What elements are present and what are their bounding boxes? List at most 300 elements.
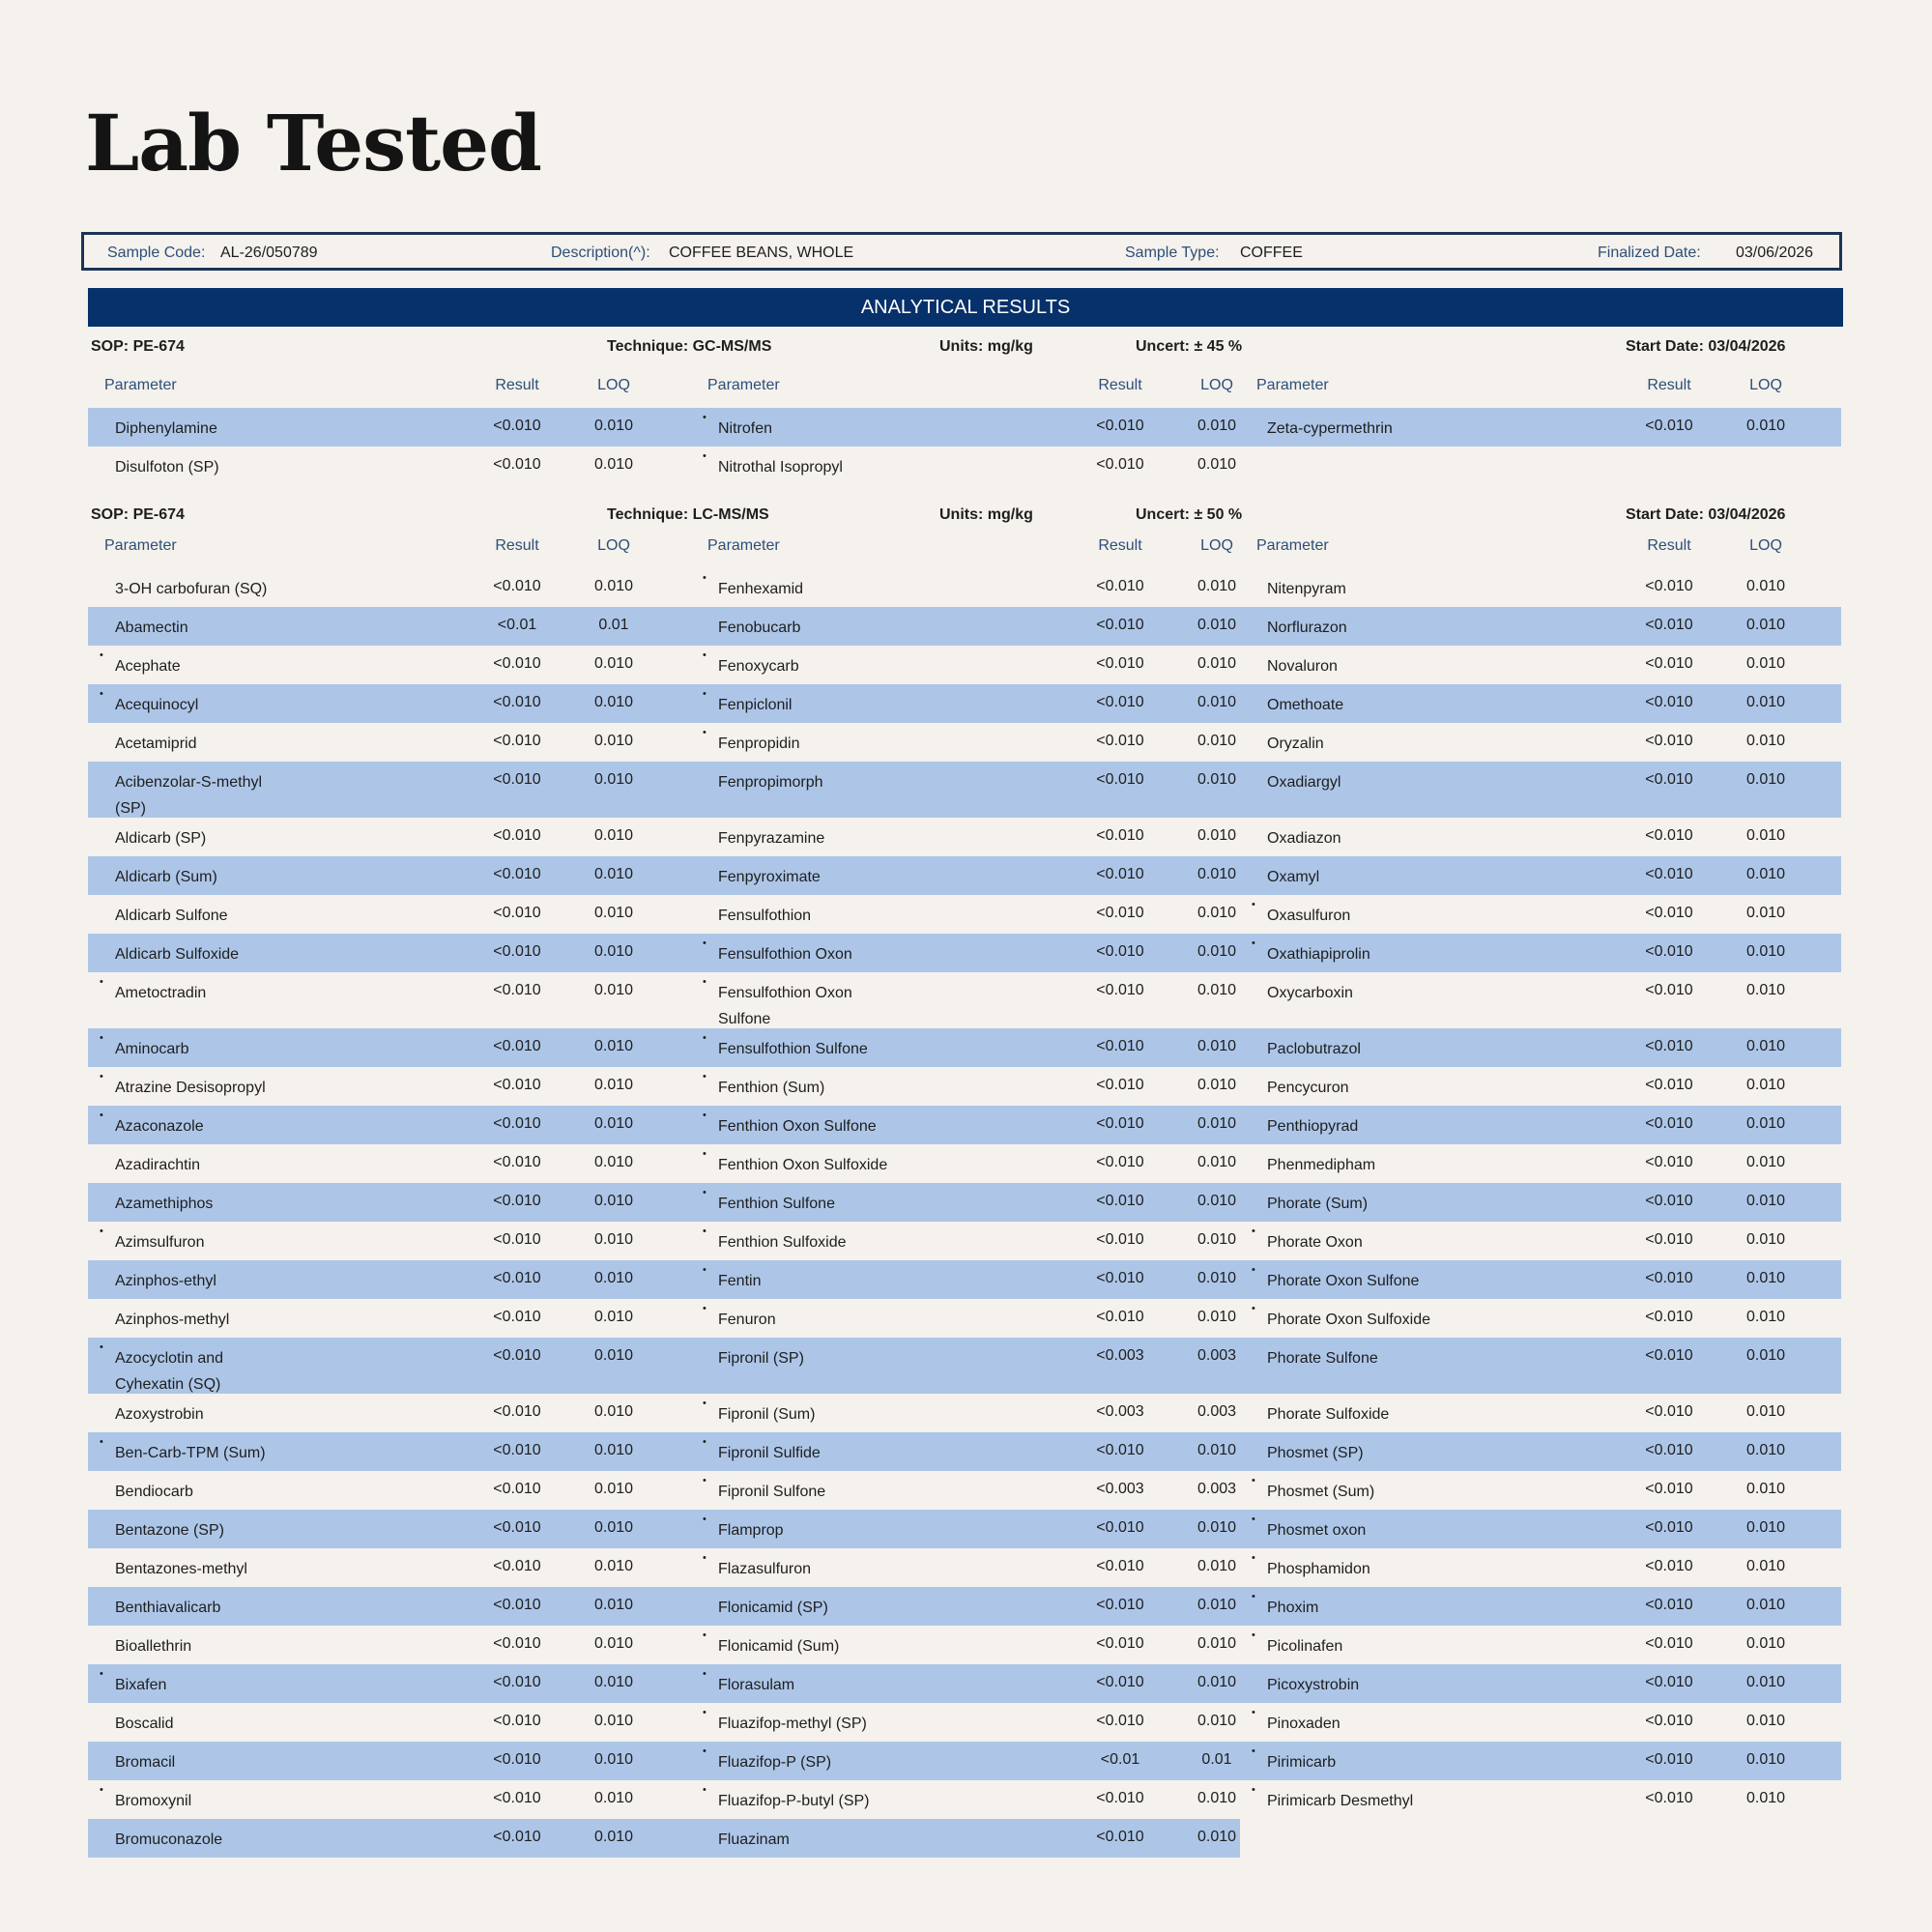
loq-value: 0.010 [593,1635,634,1652]
result-value: <0.010 [1096,1309,1144,1325]
result-value: <0.010 [1096,1519,1144,1536]
parameter-name: Zeta-cypermethrin [1267,420,1393,437]
table-row [1240,1183,1841,1222]
loq-value: 0.010 [1197,1519,1237,1536]
parameter-name: Phosmet (SP) [1267,1445,1364,1461]
column-header-loq: LOQ [1749,537,1782,554]
parameter-name: Oryzalin [1267,735,1324,752]
parameter-name: Phosphamidon [1267,1561,1370,1577]
loq-value: 0.010 [593,827,634,844]
table-row [1240,1664,1841,1703]
table-row [88,723,691,762]
table-row [691,1548,1240,1587]
loq-value: 0.010 [1197,943,1237,960]
parameter-name: Ametoctradin [115,985,207,1001]
result-value: <0.010 [493,418,541,434]
table-row [88,1260,691,1299]
table-row [1240,1548,1841,1587]
result-value: <0.003 [1096,1403,1144,1420]
result-value: <0.010 [1096,1829,1144,1845]
parameter-name: Fenpiclonil [718,697,793,713]
table-row [691,1260,1240,1299]
footnote-marker: • [703,1187,706,1198]
table-row [1240,1106,1841,1144]
table-row [691,1510,1240,1548]
result-value: <0.010 [1645,1519,1693,1536]
parameter-name: Aldicarb Sulfone [115,908,228,924]
footnote-marker: • [1252,1629,1255,1641]
sop-label: SOP: PE-674 [91,506,185,523]
table-row [88,1299,691,1338]
result-value: <0.010 [1096,1193,1144,1209]
result-value: <0.010 [1645,1597,1693,1613]
loq-value: 0.010 [1197,733,1237,749]
parameter-name: Fenthion Oxon Sulfone [718,1118,877,1135]
loq-value: 0.010 [593,905,634,921]
parameter-name: Oxycarboxin [1267,985,1353,1001]
table-row [88,1548,691,1587]
technique-label: Technique: LC-MS/MS [607,506,769,523]
table-row [1240,723,1841,762]
loq-value: 0.010 [1745,578,1786,594]
result-value: <0.010 [493,771,541,788]
loq-value: 0.010 [1745,943,1786,960]
parameter-name: Acibenzolar-S-methyl (SP) [115,774,263,817]
parameter-name: Penthiopyrad [1267,1118,1359,1135]
result-value: <0.010 [1096,982,1144,998]
loq-value: 0.010 [593,694,634,710]
result-value: <0.010 [1096,1597,1144,1613]
result-value: <0.010 [493,1829,541,1845]
result-value: <0.010 [1096,578,1144,594]
sample-code-label: Sample Code: [107,245,206,261]
parameter-name: Fentin [718,1273,762,1289]
result-value: <0.010 [1645,1115,1693,1132]
footnote-marker: • [703,649,706,661]
table-row [1240,684,1841,723]
start-date-label: Start Date: 03/04/2026 [1626,338,1786,355]
loq-value: 0.010 [1745,1077,1786,1093]
result-value: <0.010 [1645,1154,1693,1170]
parameter-name: Phosmet oxon [1267,1522,1367,1539]
table-row [88,607,691,646]
parameter-name: Nitenpyram [1267,581,1346,597]
footnote-marker: • [703,1745,706,1757]
footnote-marker: • [703,1032,706,1044]
result-value: <0.010 [493,694,541,710]
parameter-name: Bromuconazole [115,1831,223,1848]
parameter-name: Flamprop [718,1522,784,1539]
result-value: <0.010 [1645,1442,1693,1458]
result-value: <0.010 [493,1597,541,1613]
footnote-marker: • [703,1436,706,1448]
result-value: <0.010 [1096,1115,1144,1132]
parameter-name: Florasulam [718,1677,795,1693]
footnote-marker: • [100,1226,103,1237]
footnote-marker: • [703,1514,706,1525]
table-row [88,1338,691,1394]
parameter-name: Bioallethrin [115,1638,192,1655]
table-row [88,1394,691,1432]
loq-value: 0.010 [1197,1829,1237,1845]
table-row [88,1510,691,1548]
footnote-marker: • [703,1264,706,1276]
footnote-marker: • [100,688,103,700]
result-value: <0.010 [493,1347,541,1364]
parameter-name: Fenpyroximate [718,869,821,885]
parameter-name: Azimsulfuron [115,1234,205,1251]
loq-value: 0.010 [1197,1309,1237,1325]
table-row [88,895,691,934]
parameter-name: Pirimicarb Desmethyl [1267,1793,1414,1809]
loq-value: 0.010 [1197,617,1237,633]
result-value: <0.010 [493,1038,541,1054]
table-row [88,1742,691,1780]
footnote-marker: • [100,1071,103,1082]
loq-value: 0.010 [593,1193,634,1209]
table-row [1240,1028,1841,1067]
column-header-parameter: Parameter [707,377,780,393]
table-row [691,408,1240,447]
parameter-name: Phorate (Sum) [1267,1196,1369,1212]
loq-value: 0.010 [1197,418,1237,434]
parameter-name: Picoxystrobin [1267,1677,1360,1693]
footnote-marker: • [703,727,706,738]
table-row [1240,1394,1841,1432]
loq-value: 0.010 [593,456,634,473]
table-row [691,1067,1240,1106]
result-value: <0.003 [1096,1347,1144,1364]
loq-value: 0.010 [593,982,634,998]
loq-value: 0.010 [593,866,634,882]
parameter-name: Diphenylamine [115,420,217,437]
footnote-marker: • [1252,1264,1255,1276]
footnote-marker: • [1252,1707,1255,1718]
result-value: <0.010 [1096,1038,1144,1054]
loq-value: 0.010 [1745,418,1786,434]
column-header-loq: LOQ [1749,377,1782,393]
loq-value: 0.010 [1197,1270,1237,1286]
table-row [88,1587,691,1626]
table-row [88,856,691,895]
result-value: <0.010 [1096,1713,1144,1729]
column-header-parameter: Parameter [1256,377,1329,393]
loq-value: 0.010 [1197,655,1237,672]
result-value: <0.010 [1645,655,1693,672]
loq-value: 0.003 [1197,1347,1237,1364]
table-row [691,762,1240,818]
table-row [691,818,1240,856]
parameter-name: Aminocarb [115,1041,189,1057]
parameter-name: Fenpropimorph [718,774,823,791]
parameter-name: Pirimicarb [1267,1754,1337,1771]
column-header-parameter: Parameter [707,537,780,554]
loq-value: 0.010 [1745,1403,1786,1420]
table-row [1240,762,1841,818]
parameter-name: Omethoate [1267,697,1344,713]
result-value: <0.010 [493,1077,541,1093]
result-value: <0.010 [1645,1347,1693,1364]
parameter-name: Azinphos-ethyl [115,1273,216,1289]
column-header-result: Result [495,377,539,393]
result-value: <0.010 [493,578,541,594]
table-row [88,1664,691,1703]
loq-value: 0.010 [1745,1790,1786,1806]
footnote-marker: • [703,1398,706,1409]
footnote-marker: • [100,1032,103,1044]
parameter-name: Norflurazon [1267,620,1347,636]
column-header-result: Result [1098,377,1142,393]
footnote-marker: • [1252,937,1255,949]
result-value: <0.010 [1096,827,1144,844]
loq-value: 0.010 [1197,1231,1237,1248]
footnote-marker: • [703,1110,706,1121]
table-row [691,1742,1240,1780]
result-value: <0.010 [493,1519,541,1536]
result-value: <0.010 [493,1558,541,1574]
table-row [1240,1587,1841,1626]
column-header-result: Result [1647,377,1691,393]
table-row [691,1222,1240,1260]
footnote-marker: • [703,937,706,949]
result-value: <0.010 [1645,771,1693,788]
result-value: <0.010 [1645,827,1693,844]
parameter-name: Disulfoton (SP) [115,459,219,476]
table-row [88,1432,691,1471]
parameter-name: Bromoxynil [115,1793,192,1809]
parameter-name: Aldicarb (Sum) [115,869,217,885]
loq-value: 0.010 [1197,771,1237,788]
loq-value: 0.010 [1745,866,1786,882]
loq-value: 0.010 [593,1597,634,1613]
finalized-date-label: Finalized Date: [1598,245,1701,261]
table-row [1240,972,1841,1028]
result-value: <0.010 [493,733,541,749]
description-value: COFFEE BEANS, WHOLE [669,245,854,261]
parameter-name: Bentazones-methyl [115,1561,247,1577]
parameter-name: Bromacil [115,1754,176,1771]
loq-value: 0.010 [1745,1481,1786,1497]
parameter-name: Azadirachtin [115,1157,201,1173]
result-value: <0.010 [1096,617,1144,633]
page-title: Lab Tested [85,98,541,188]
table-row [88,447,691,485]
parameter-name: Phorate Oxon Sulfone [1267,1273,1420,1289]
table-row [691,1394,1240,1432]
table-row [1240,1510,1841,1548]
table-row [691,1819,1240,1858]
result-value: <0.010 [1096,733,1144,749]
table-row [1240,1626,1841,1664]
parameter-name: Nitrofen [718,420,773,437]
result-value: <0.010 [1096,905,1144,921]
loq-value: 0.010 [1197,694,1237,710]
loq-value: 0.010 [1745,1347,1786,1364]
parameter-name: Aldicarb Sulfoxide [115,946,240,963]
loq-value: 0.010 [593,1674,634,1690]
table-row [88,934,691,972]
result-value: <0.010 [1096,1674,1144,1690]
table-row [88,568,691,607]
parameter-name: Phorate Oxon Sulfoxide [1267,1312,1430,1328]
table-row [1240,1144,1841,1183]
table-row [1240,895,1841,934]
loq-value: 0.010 [1745,1309,1786,1325]
table-row [1240,1299,1841,1338]
table-row [691,1664,1240,1703]
parameter-name: Boscalid [115,1716,174,1732]
column-header-result: Result [1098,537,1142,554]
result-value: <0.010 [493,1193,541,1209]
footnote-marker: • [703,688,706,700]
parameter-name: Flonicamid (SP) [718,1600,828,1616]
loq-value: 0.010 [1745,733,1786,749]
loq-value: 0.010 [593,1558,634,1574]
result-value: <0.010 [1645,1077,1693,1093]
footnote-marker: • [100,649,103,661]
sop-label: SOP: PE-674 [91,338,185,355]
footnote-marker: • [703,1784,706,1796]
technique-label: Technique: GC-MS/MS [607,338,772,355]
result-value: <0.010 [1645,905,1693,921]
analytical-results-banner: ANALYTICAL RESULTS [88,288,1843,327]
footnote-marker: • [703,1303,706,1314]
footnote-marker: • [1252,1514,1255,1525]
result-value: <0.010 [1645,1713,1693,1729]
table-row [691,1780,1240,1819]
table-row [691,1338,1240,1394]
table-row [88,1471,691,1510]
parameter-name: Oxadiazon [1267,830,1341,847]
loq-value: 0.010 [1745,982,1786,998]
footnote-marker: • [100,1341,103,1353]
loq-value: 0.010 [593,578,634,594]
table-row [88,684,691,723]
parameter-name: Fenthion Oxon Sulfoxide [718,1157,888,1173]
parameter-name: Benthiavalicarb [115,1600,221,1616]
result-value: <0.010 [493,1713,541,1729]
footnote-marker: • [100,1784,103,1796]
loq-value: 0.010 [593,1115,634,1132]
table-row [691,1183,1240,1222]
result-value: <0.010 [1645,733,1693,749]
parameter-name: Oxasulfuron [1267,908,1351,924]
table-row [88,1626,691,1664]
result-value: <0.010 [1645,1751,1693,1768]
loq-value: 0.010 [593,655,634,672]
parameter-name: Fenthion Sulfone [718,1196,835,1212]
parameter-name: Fenobucarb [718,620,801,636]
footnote-marker: • [703,1707,706,1718]
loq-value: 0.010 [593,1347,634,1364]
footnote-marker: • [1252,1226,1255,1237]
parameter-name: Acequinocyl [115,697,199,713]
table-row [1240,1471,1841,1510]
loq-value: 0.010 [1197,866,1237,882]
loq-value: 0.01 [598,617,629,633]
loq-value: 0.010 [593,1481,634,1497]
parameter-name: Atrazine Desisopropyl [115,1080,266,1096]
loq-value: 0.010 [1197,1193,1237,1209]
loq-value: 0.010 [1197,982,1237,998]
table-row [1240,568,1841,607]
table-row [691,607,1240,646]
table-row [691,646,1240,684]
table-row [88,762,691,818]
table-row [88,1067,691,1106]
parameter-name: Flazasulfuron [718,1561,812,1577]
result-value: <0.010 [1096,418,1144,434]
result-value: <0.01 [1100,1751,1140,1768]
table-row [1240,934,1841,972]
parameter-name: Phorate Sulfone [1267,1350,1378,1367]
loq-value: 0.003 [1197,1403,1237,1420]
parameter-name: Oxamyl [1267,869,1320,885]
parameter-name: Fensulfothion Oxon Sulfone [718,985,852,1027]
parameter-name: Novaluron [1267,658,1338,675]
result-value: <0.010 [493,1154,541,1170]
table-row [88,818,691,856]
loq-value: 0.010 [1197,1038,1237,1054]
footnote-marker: • [703,1148,706,1160]
parameter-name: Phorate Oxon [1267,1234,1363,1251]
parameter-name: Picolinafen [1267,1638,1343,1655]
parameter-name: Bixafen [115,1677,167,1693]
loq-value: 0.010 [593,943,634,960]
column-header-parameter: Parameter [104,537,177,554]
units-label: Units: mg/kg [939,338,1033,355]
table-row [691,723,1240,762]
table-row [691,568,1240,607]
result-value: <0.010 [1645,1193,1693,1209]
table-row [691,684,1240,723]
column-header-loq: LOQ [1200,537,1233,554]
start-date-label: Start Date: 03/04/2026 [1626,506,1786,523]
table-row [691,1106,1240,1144]
loq-value: 0.010 [593,1442,634,1458]
sample-code-value: AL-26/050789 [220,245,318,261]
result-value: <0.010 [1645,866,1693,882]
parameter-name: Pencycuron [1267,1080,1349,1096]
loq-value: 0.010 [593,1519,634,1536]
parameter-name: Fenpropidin [718,735,800,752]
loq-value: 0.010 [593,1713,634,1729]
footnote-marker: • [703,450,706,462]
parameter-name: Paclobutrazol [1267,1041,1361,1057]
loq-value: 0.010 [1197,578,1237,594]
table-row [88,1028,691,1067]
parameter-name: Fensulfothion Oxon [718,946,852,963]
table-row [1240,1780,1841,1819]
footnote-marker: • [703,1668,706,1680]
parameter-name: Acetamiprid [115,735,197,752]
loq-value: 0.010 [1745,1193,1786,1209]
footnote-marker: • [703,976,706,988]
footnote-marker: • [100,1668,103,1680]
loq-value: 0.010 [1197,905,1237,921]
parameter-name: Fipronil Sulfone [718,1484,826,1500]
table-row [88,1183,691,1222]
result-value: <0.010 [1645,578,1693,594]
table-row [88,646,691,684]
result-value: <0.010 [493,943,541,960]
footnote-marker: • [703,1475,706,1486]
loq-value: 0.010 [1197,1558,1237,1574]
parameter-name: Azocyclotin and Cyhexatin (SQ) [115,1350,224,1393]
parameter-name: Nitrothal Isopropyl [718,459,843,476]
parameter-name: 3-OH carbofuran (SQ) [115,581,268,597]
finalized-date-value: 03/06/2026 [1736,245,1814,261]
